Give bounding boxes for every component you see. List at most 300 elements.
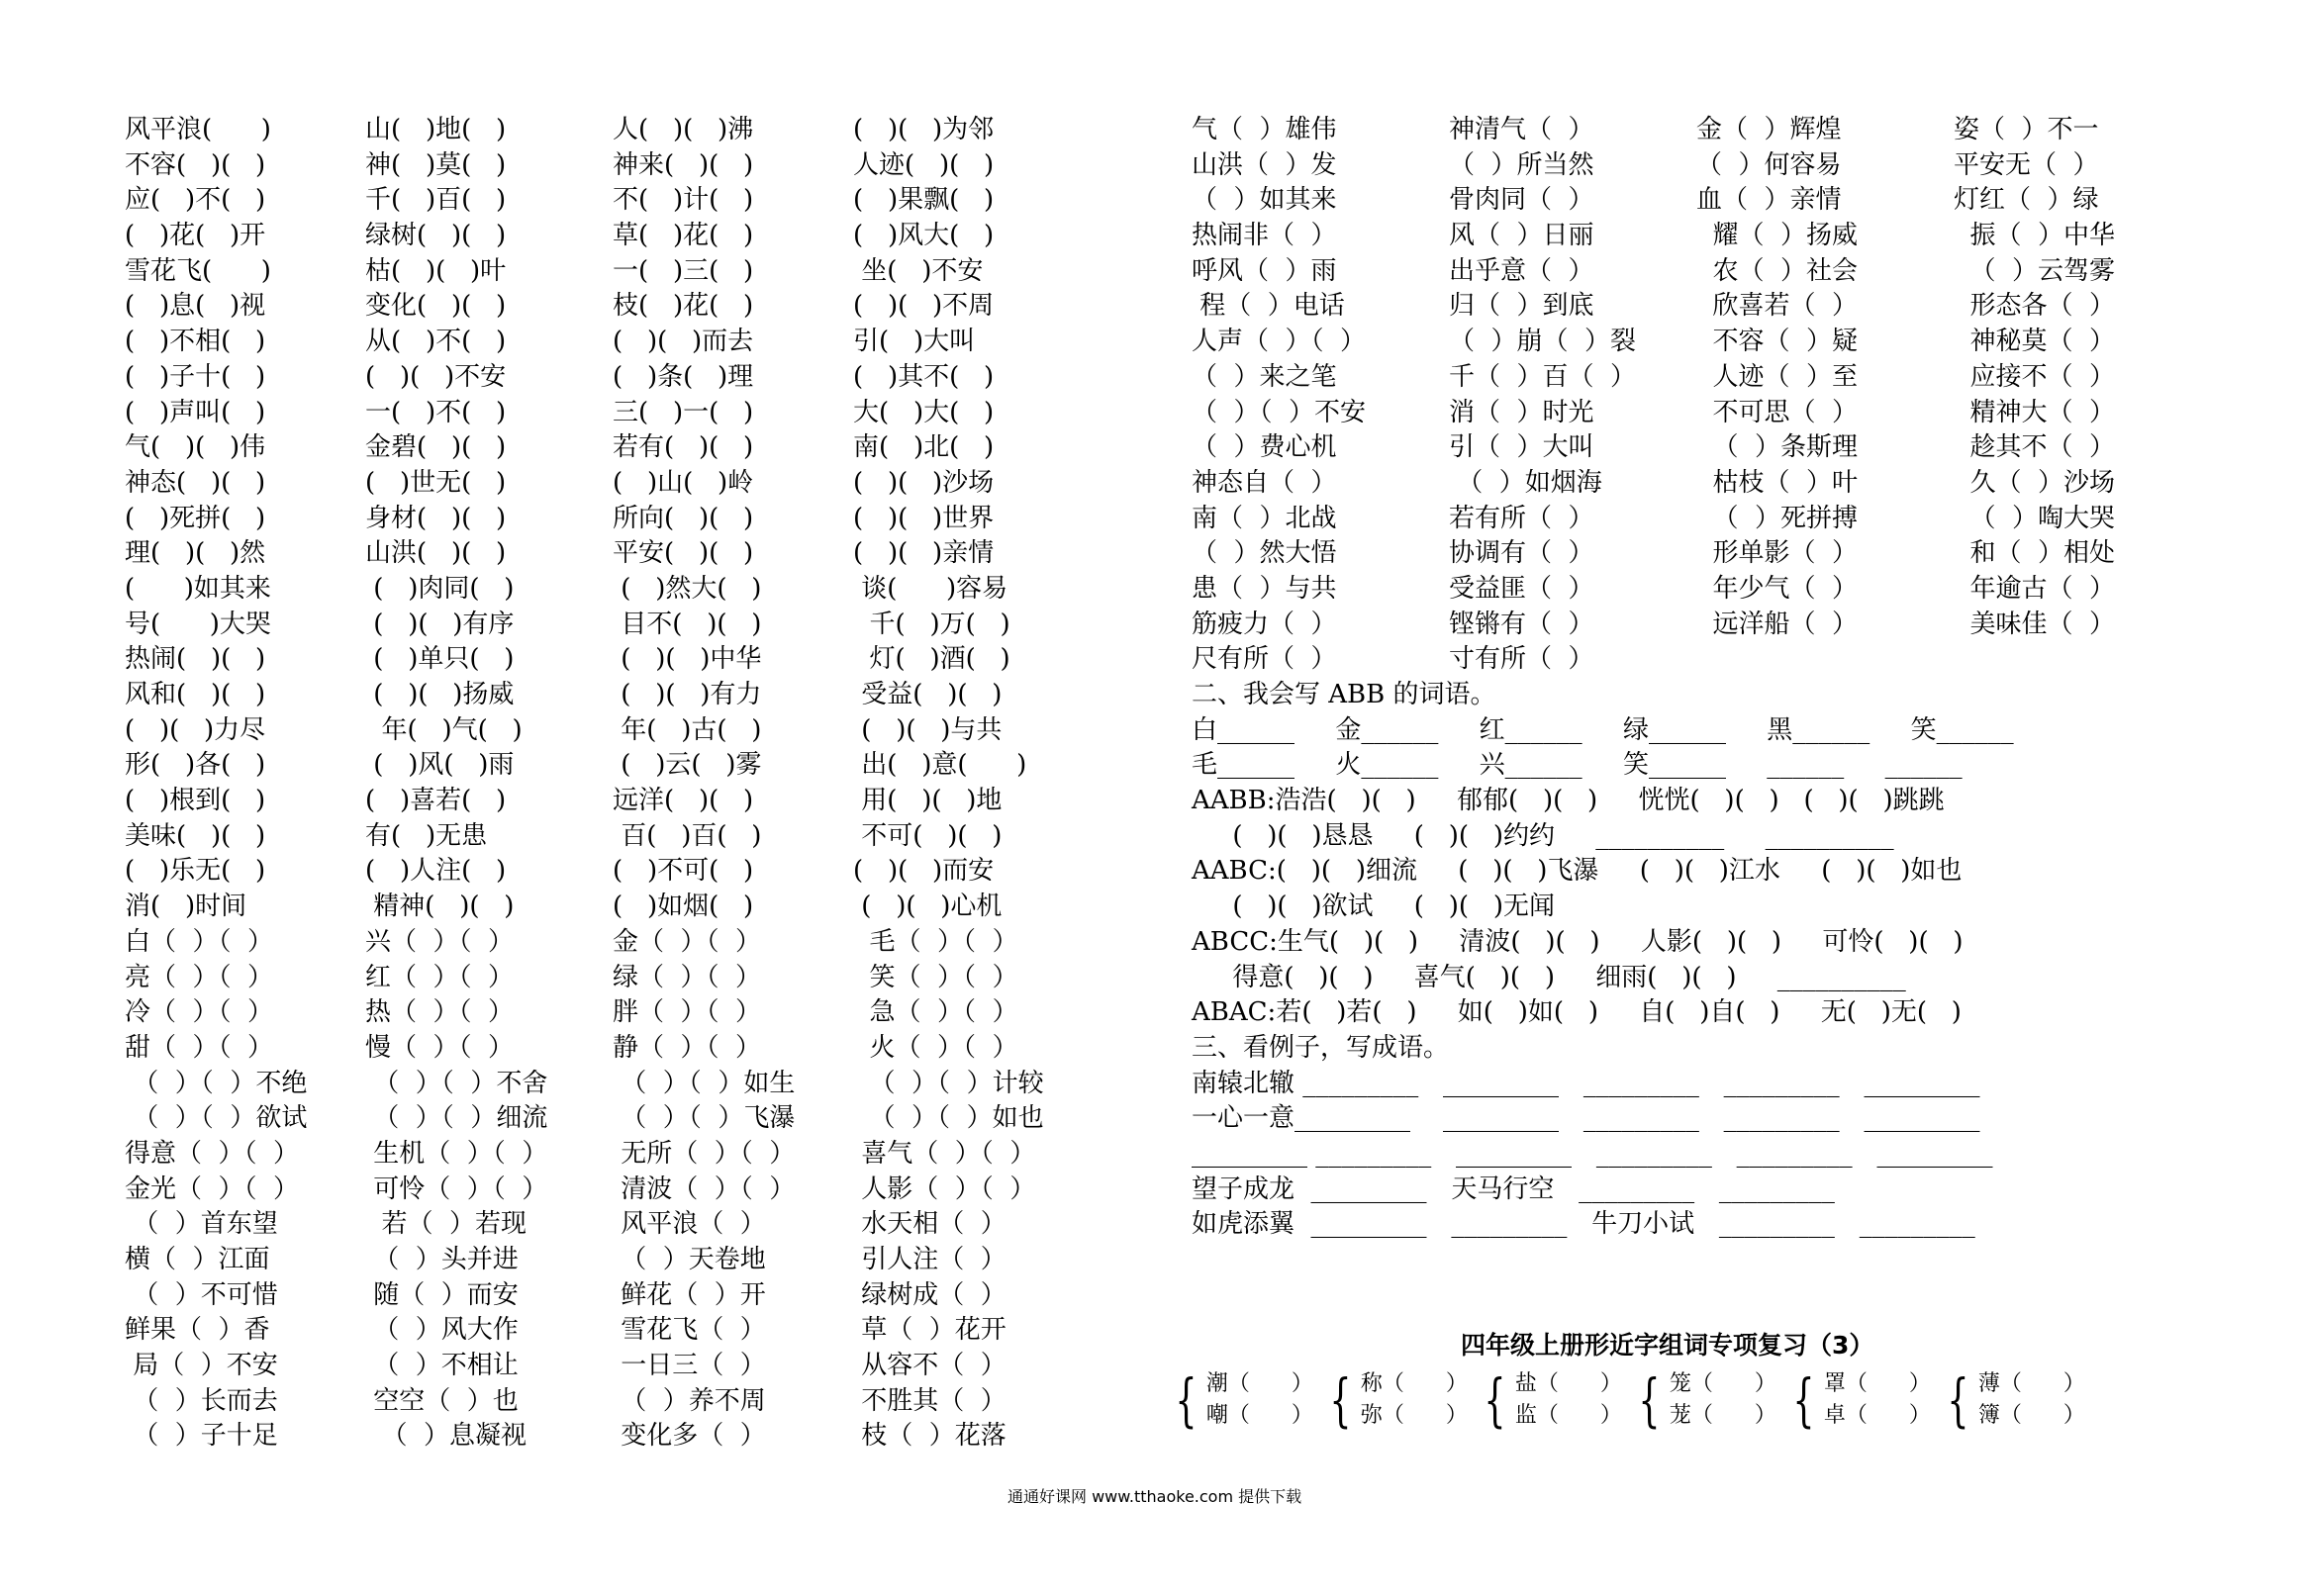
pair-stack bbox=[1978, 1368, 2085, 1432]
exercise-row bbox=[1192, 148, 2211, 184]
brace-icon: { bbox=[1947, 1366, 1969, 1434]
exercise-row bbox=[125, 819, 1144, 855]
exercise-item: ( )( )亲情 bbox=[853, 538, 995, 569]
exercise-item: 生机（ ）（ ） bbox=[365, 1138, 548, 1169]
exercise-item: 形单影（ ） bbox=[1696, 538, 1859, 569]
exercise-item: 枝（ ）花落 bbox=[853, 1421, 1007, 1452]
exercise-item: 从( )不( ) bbox=[365, 327, 507, 357]
exercise-item: （ ）头并进 bbox=[365, 1245, 519, 1274]
exercise-item: 枝( )花( ) bbox=[613, 291, 754, 322]
pair-char: 卓（ ） bbox=[1823, 1403, 1931, 1428]
exercise-item: 欣喜若（ ） bbox=[1696, 291, 1859, 322]
exercise-item: 金碧( )( ) bbox=[365, 432, 507, 463]
exercise-item: ( )声叫( ) bbox=[125, 397, 266, 427]
exercise-item: 姿（ ）不一 bbox=[1954, 115, 2099, 144]
right-exercise-column bbox=[1192, 113, 2211, 1243]
exercise-item: ( )根到( ) bbox=[125, 786, 266, 816]
exercise-item: 胖（ ）（ ） bbox=[613, 997, 762, 1028]
exercise-item: 受益匪（ ） bbox=[1449, 573, 1594, 604]
exercise-item: （ ）天卷地 bbox=[613, 1245, 766, 1274]
pair-stack bbox=[1824, 1368, 1931, 1432]
exercise-item: （ ）（ ）计较 bbox=[853, 1068, 1044, 1098]
exercise-row bbox=[125, 1067, 1144, 1102]
exercise-item: ( )( )中华 bbox=[613, 644, 762, 675]
exercise-item: 骨肉同（ ） bbox=[1449, 185, 1594, 216]
exercise-item: 坐( )不安 bbox=[853, 255, 984, 286]
exercise-row bbox=[1192, 183, 2211, 219]
exercise-item: 目不( )( ) bbox=[613, 609, 762, 639]
left-exercise-grid bbox=[125, 113, 1144, 1455]
exercise-item: ( )( )而安 bbox=[853, 856, 995, 887]
exercise-item: （ ）养不周 bbox=[613, 1385, 766, 1416]
exercise-item: ( )( )不安 bbox=[365, 361, 507, 392]
exercise-row bbox=[125, 360, 1144, 396]
exercise-item: ( )乐无( ) bbox=[125, 856, 266, 887]
exercise-item: （ ）（ ）细流 bbox=[365, 1103, 548, 1134]
exercise-item: （ ）（ ）飞瀑 bbox=[613, 1103, 796, 1134]
exercise-item: 急（ ）（ ） bbox=[853, 997, 1018, 1028]
exercise-item: （ ）所当然 bbox=[1449, 149, 1594, 180]
exercise-item: 变化( )( ) bbox=[365, 291, 507, 322]
exercise-item: 随（ ）而安 bbox=[365, 1279, 519, 1310]
exercise-item: ( )( )为邻 bbox=[853, 115, 995, 144]
exercise-item: （ ）息凝视 bbox=[365, 1421, 527, 1452]
exercise-item: ( )( )有序 bbox=[365, 609, 515, 639]
exercise-item: 振（ ）中华 bbox=[1954, 221, 2116, 251]
exercise-item: 形态各（ ） bbox=[1954, 291, 2116, 322]
exercise-item: 不( )计( ) bbox=[613, 185, 754, 216]
exercise-item: 南（ ）北战 bbox=[1192, 503, 1337, 533]
exercise-item: 神( )莫( ) bbox=[365, 149, 507, 180]
pair-char: 笼（ ） bbox=[1669, 1371, 1776, 1396]
exercise-item: 千( )万( ) bbox=[853, 609, 1010, 639]
exercise-row bbox=[125, 183, 1144, 219]
exercise-item: （ ）不相让 bbox=[365, 1351, 519, 1381]
exercise-item bbox=[1696, 642, 1954, 678]
exercise-item: 不胜其（ ） bbox=[853, 1385, 1007, 1416]
exercise-item: 美味佳（ ） bbox=[1954, 609, 2116, 639]
exercise-item: 枯( )( )叶 bbox=[365, 255, 507, 286]
exercise-item: ( )人注( ) bbox=[365, 856, 507, 887]
exercise-line: 南辕北辙 _________ _________ _________ _________ _________ bbox=[1192, 1068, 1980, 1098]
exercise-item: 慢（ ）（ ） bbox=[365, 1032, 515, 1063]
exercise-row bbox=[1192, 113, 2211, 148]
exercise-item: 金光（ ）（ ） bbox=[125, 1174, 300, 1204]
exercise-item: 消( )时间 bbox=[125, 892, 247, 922]
exercise-item: 应接不（ ） bbox=[1954, 361, 2116, 392]
exercise-item: 气( )( )伟 bbox=[125, 432, 266, 463]
exercise-item: 千( )百( ) bbox=[365, 185, 507, 216]
exercise-item: 局（ ）不安 bbox=[125, 1351, 278, 1381]
exercise-item: 神态( )( ) bbox=[125, 467, 266, 498]
exercise-item: 出( )意( ) bbox=[853, 750, 1027, 781]
exercise-item: 尺有所（ ） bbox=[1192, 644, 1337, 675]
exercise-item: （ ）（ ）不绝 bbox=[125, 1068, 308, 1098]
exercise-item: ( )世无( ) bbox=[365, 467, 507, 498]
exercise-item: 空空（ ）也 bbox=[365, 1385, 519, 1416]
exercise-row bbox=[125, 1137, 1144, 1173]
exercise-item: 一( )三( ) bbox=[613, 255, 754, 286]
exercise-row bbox=[125, 713, 1144, 749]
exercise-item: ( )( )与共 bbox=[853, 714, 1003, 745]
exercise-item: （ ）长而去 bbox=[125, 1385, 278, 1416]
exercise-row bbox=[125, 536, 1144, 572]
exercise-item: ( )风大( ) bbox=[853, 221, 995, 251]
exercise-item: 风和( )( ) bbox=[125, 680, 266, 709]
exercise-item: ( )( )心机 bbox=[853, 892, 1003, 922]
exercise-item: （ ）云驾雾 bbox=[1954, 255, 2116, 286]
exercise-item: 血（ ）亲情 bbox=[1696, 185, 1842, 216]
exercise-item: 人迹( )( ) bbox=[853, 149, 995, 180]
exercise-item: 一( )不( ) bbox=[365, 397, 507, 427]
brace-icon: { bbox=[1638, 1366, 1661, 1434]
exercise-item: 一日三（ ） bbox=[613, 1351, 766, 1381]
abb-exercise bbox=[1192, 713, 2211, 1031]
exercise-item: ( )条( )理 bbox=[613, 361, 754, 392]
exercise-item: 消（ ）时光 bbox=[1449, 397, 1594, 427]
exercise-row bbox=[125, 608, 1144, 643]
exercise-row bbox=[1192, 219, 2211, 254]
char-pair bbox=[1322, 1368, 1477, 1432]
exercise-item: 绿（ ）（ ） bbox=[613, 962, 762, 992]
exercise-item: 金（ ）（ ） bbox=[613, 926, 762, 957]
pair-char: 称（ ） bbox=[1360, 1371, 1468, 1396]
exercise-row bbox=[125, 642, 1144, 678]
exercise-item: ( )如其来 bbox=[125, 573, 271, 604]
exercise-row bbox=[125, 148, 1144, 184]
exercise-item: 久（ ）沙场 bbox=[1954, 467, 2116, 498]
exercise-item bbox=[1954, 642, 2211, 678]
exercise-row bbox=[1192, 572, 2211, 608]
char-pair bbox=[1940, 1368, 2094, 1432]
exercise-item: 无所（ ）（ ） bbox=[613, 1138, 796, 1169]
exercise-item: 铿锵有（ ） bbox=[1449, 609, 1594, 639]
exercise-item: （ ）啕大哭 bbox=[1954, 503, 2116, 533]
exercise-item: 形( )各( ) bbox=[125, 750, 266, 781]
exercise-item: ( )单只( ) bbox=[365, 644, 515, 675]
exercise-row bbox=[125, 1419, 1144, 1455]
exercise-row bbox=[125, 289, 1144, 325]
exercise-item: 火（ ）（ ） bbox=[853, 1032, 1018, 1063]
exercise-item: 山洪( )( ) bbox=[365, 538, 507, 569]
exercise-item: 清波（ ）（ ） bbox=[613, 1174, 796, 1204]
exercise-item: 年( )气( ) bbox=[365, 714, 523, 745]
pair-stack bbox=[1361, 1368, 1468, 1432]
exercise-item: （ ）（ ）不安 bbox=[1192, 397, 1367, 427]
exercise-item: （ ）来之笔 bbox=[1192, 361, 1337, 392]
exercise-item: 大( )大( ) bbox=[853, 397, 995, 427]
brace-icon: { bbox=[1792, 1366, 1815, 1434]
exercise-item: 号( )大哭 bbox=[125, 609, 271, 639]
exercise-row bbox=[125, 325, 1144, 360]
exercise-item: 热（ ）（ ） bbox=[365, 997, 515, 1028]
pair-char: 簿（ ） bbox=[1977, 1403, 2085, 1428]
exercise-item: 若有( )( ) bbox=[613, 432, 754, 463]
exercise-row bbox=[1192, 396, 2211, 431]
exercise-item: 远洋船（ ） bbox=[1696, 609, 1859, 639]
exercise-item: 引（ ）大叫 bbox=[1449, 432, 1594, 463]
pair-char: 罩（ ） bbox=[1823, 1371, 1931, 1396]
exercise-line: ( )( )欲试 ( )( )无闻 bbox=[1192, 892, 1555, 922]
exercise-row bbox=[1192, 642, 2211, 678]
exercise-item: 绿树成（ ） bbox=[853, 1279, 1007, 1310]
exercise-item: 亮（ ）（ ） bbox=[125, 962, 274, 992]
char-pair bbox=[1168, 1368, 1322, 1432]
exercise-item: 用( )( )地 bbox=[853, 786, 1003, 816]
exercise-item: 雪花飞( ) bbox=[125, 255, 271, 286]
exercise-row bbox=[125, 1349, 1144, 1384]
exercise-item: 不可( )( ) bbox=[853, 820, 1003, 851]
right-idiom-grid bbox=[1192, 113, 2211, 678]
exercise-item: 金（ ）辉煌 bbox=[1696, 115, 1842, 144]
exercise-item: ( )风( )雨 bbox=[365, 750, 515, 781]
exercise-line: 如虎添翼 _________ _________ 牛刀小试 _________ _________ bbox=[1192, 1209, 1975, 1240]
exercise-item: 年( )古( ) bbox=[613, 714, 762, 745]
footer-credit: 通通好课网 www.tthaoke.com 提供下载 bbox=[1007, 1487, 1302, 1506]
exercise-item: 千（ ）百（ ） bbox=[1449, 361, 1637, 392]
exercise-row bbox=[1192, 360, 2211, 396]
exercise-item: 年逾古（ ） bbox=[1954, 573, 2116, 604]
exercise-row bbox=[125, 572, 1144, 608]
exercise-item: ( )( )有力 bbox=[613, 680, 762, 709]
exercise-row bbox=[1192, 608, 2211, 643]
exercise-item: （ ）不可惜 bbox=[125, 1279, 278, 1310]
exercise-row bbox=[125, 466, 1144, 502]
character-pairs bbox=[1168, 1368, 2094, 1432]
exercise-item: 白（ ）（ ） bbox=[125, 926, 274, 957]
abb-heading: 二、我会写 ABB 的词语。 bbox=[1192, 680, 1496, 709]
exercise-item: 山洪（ ）发 bbox=[1192, 149, 1337, 180]
exercise-row bbox=[125, 854, 1144, 890]
idiom-heading: 三、看例子，写成语。 bbox=[1192, 1032, 1450, 1063]
exercise-item: ( )花( )开 bbox=[125, 221, 266, 251]
exercise-row bbox=[125, 1243, 1144, 1278]
exercise-row bbox=[1192, 466, 2211, 502]
exercise-item: （ ）首东望 bbox=[125, 1209, 278, 1240]
exercise-item: 平安( )( ) bbox=[613, 538, 754, 569]
pair-char: 嘲（ ） bbox=[1205, 1403, 1313, 1428]
exercise-item: 若（ ）若现 bbox=[365, 1209, 527, 1240]
pair-stack bbox=[1206, 1368, 1313, 1432]
exercise-row bbox=[125, 113, 1144, 148]
pair-char: 薄（ ） bbox=[1977, 1371, 2085, 1396]
exercise-item: 南( )北( ) bbox=[853, 432, 995, 463]
exercise-item: 不可思（ ） bbox=[1696, 397, 1859, 427]
exercise-item: 神态自（ ） bbox=[1192, 467, 1337, 498]
exercise-item: 耀（ ）扬威 bbox=[1696, 221, 1859, 251]
exercise-item: 风平浪（ ） bbox=[613, 1209, 766, 1240]
exercise-item: 风平浪( ) bbox=[125, 115, 271, 144]
exercise-row bbox=[125, 1384, 1144, 1420]
exercise-item: 灯( )酒( ) bbox=[853, 644, 1010, 675]
exercise-item: （ ）（ ）欲试 bbox=[125, 1103, 308, 1134]
exercise-item: 得意（ ）（ ） bbox=[125, 1138, 300, 1169]
exercise-item: 山( )地( ) bbox=[365, 115, 507, 144]
exercise-row bbox=[125, 748, 1144, 784]
exercise-item: （ ）如其来 bbox=[1192, 185, 1337, 216]
exercise-item: 鲜果（ ）香 bbox=[125, 1315, 270, 1346]
exercise-item: 平安无（ ） bbox=[1954, 149, 2099, 180]
exercise-item: 谈( )容易 bbox=[853, 573, 1008, 604]
exercise-item: 三( )一( ) bbox=[613, 397, 754, 427]
exercise-item: 水天相（ ） bbox=[853, 1209, 1007, 1240]
exercise-item: 从容不（ ） bbox=[853, 1351, 1007, 1381]
exercise-item: 农（ ）社会 bbox=[1696, 255, 1859, 286]
exercise-item: 呼风（ ）雨 bbox=[1192, 255, 1337, 286]
exercise-item: 神秘莫（ ） bbox=[1954, 327, 2116, 357]
exercise-item: ( )( )不周 bbox=[853, 291, 995, 322]
idiom-exercise bbox=[1192, 1067, 2211, 1243]
brace-icon: { bbox=[1329, 1366, 1352, 1434]
exercise-item: ( )肉同( ) bbox=[365, 573, 515, 604]
exercise-item: 归（ ）到底 bbox=[1449, 291, 1594, 322]
exercise-item: 风（ ）日丽 bbox=[1449, 221, 1594, 251]
brace-icon: { bbox=[1175, 1366, 1198, 1434]
exercise-item: 精神大（ ） bbox=[1954, 397, 2116, 427]
pair-char: 盐（ ） bbox=[1514, 1371, 1622, 1396]
exercise-item: （ ）（ ）如也 bbox=[853, 1103, 1044, 1134]
exercise-item: ( )死拼( ) bbox=[125, 503, 266, 533]
exercise-item: ( )不可( ) bbox=[613, 856, 754, 887]
exercise-item: （ ）死拼搏 bbox=[1696, 503, 1859, 533]
pair-char: 潮（ ） bbox=[1205, 1371, 1313, 1396]
exercise-line: 望子成龙 _________ 天马行空 _________ _________ bbox=[1192, 1174, 1835, 1204]
exercise-row bbox=[125, 1101, 1144, 1137]
exercise-item: ( )( )世界 bbox=[853, 503, 995, 533]
exercise-item: （ ）（ ）如生 bbox=[613, 1068, 796, 1098]
exercise-row bbox=[1192, 289, 2211, 325]
pair-char: 弥（ ） bbox=[1360, 1403, 1468, 1428]
exercise-item: （ ）如烟海 bbox=[1449, 467, 1602, 498]
exercise-item: 喜气（ ）（ ） bbox=[853, 1138, 1036, 1169]
exercise-item: 美味( )( ) bbox=[125, 820, 266, 851]
exercise-item: 若有所（ ） bbox=[1449, 503, 1594, 533]
exercise-line: ( )( )恳恳 ( )( )约约 __________ __________ bbox=[1192, 820, 1894, 851]
exercise-row bbox=[125, 1207, 1144, 1243]
exercise-item: 枯枝（ ）叶 bbox=[1696, 467, 1859, 498]
exercise-item: 变化多（ ） bbox=[613, 1421, 766, 1452]
exercise-item: （ ）（ ）不舍 bbox=[365, 1068, 548, 1098]
exercise-item: 神来( )( ) bbox=[613, 149, 754, 180]
exercise-item: 理( )( )然 bbox=[125, 538, 266, 569]
exercise-item: ( )( )扬威 bbox=[365, 680, 515, 709]
pair-char: 茏（ ） bbox=[1669, 1403, 1776, 1428]
exercise-item: （ ）然大悟 bbox=[1192, 538, 1337, 569]
exercise-item: （ ）崩（ ）裂 bbox=[1449, 327, 1637, 357]
char-pair bbox=[1631, 1368, 1785, 1432]
exercise-row bbox=[125, 502, 1144, 537]
exercise-item: 寸有所（ ） bbox=[1449, 644, 1594, 675]
exercise-item: 百( )百( ) bbox=[613, 820, 762, 851]
exercise-item: 有( )无患 bbox=[365, 820, 488, 851]
exercise-item: 受益( )( ) bbox=[853, 680, 1003, 709]
exercise-item: ( )( )而去 bbox=[613, 327, 754, 357]
exercise-line: _________ _________ _________ _________ _________ _________ bbox=[1192, 1138, 1993, 1169]
exercise-item: 神清气（ ） bbox=[1449, 115, 1594, 144]
exercise-item: ( )山( )岭 bbox=[613, 467, 754, 498]
exercise-item: 横（ ）江面 bbox=[125, 1245, 270, 1274]
exercise-row bbox=[125, 1173, 1144, 1208]
exercise-item: 人迹（ ）至 bbox=[1696, 361, 1859, 392]
exercise-item: ( )喜若( ) bbox=[365, 786, 507, 816]
exercise-item: 热闹非（ ） bbox=[1192, 221, 1337, 251]
exercise-line: 毛______ 火______ 兴______ 笑______ ______ ______ bbox=[1192, 750, 1963, 781]
exercise-item: ( )息( )视 bbox=[125, 291, 266, 322]
exercise-row bbox=[125, 254, 1144, 290]
pair-char: 监（ ） bbox=[1514, 1403, 1622, 1428]
exercise-row bbox=[1192, 325, 2211, 360]
exercise-item: （ ）何容易 bbox=[1696, 149, 1842, 180]
exercise-row bbox=[125, 1278, 1144, 1314]
exercise-line: ABCC:生气( )( ) 清波( )( ) 人影( )( ) 可怜( )( ) bbox=[1192, 926, 1964, 957]
exercise-item: 灯红（ ）绿 bbox=[1954, 185, 2099, 216]
exercise-item: 筋疲力（ ） bbox=[1192, 609, 1337, 639]
exercise-row bbox=[125, 890, 1144, 925]
exercise-item: ( )其不( ) bbox=[853, 361, 995, 392]
exercise-item: ( )( )力尽 bbox=[125, 714, 266, 745]
exercise-row bbox=[1192, 536, 2211, 572]
exercise-item: 远洋( )( ) bbox=[613, 786, 754, 816]
exercise-item: 身材( )( ) bbox=[365, 503, 507, 533]
exercise-item: 绿树( )( ) bbox=[365, 221, 507, 251]
exercise-item: 年少气（ ） bbox=[1696, 573, 1859, 604]
pair-stack bbox=[1515, 1368, 1622, 1432]
exercise-item: 静（ ）（ ） bbox=[613, 1032, 762, 1063]
exercise-row bbox=[125, 1313, 1144, 1349]
exercise-item: 不容（ ）疑 bbox=[1696, 327, 1859, 357]
exercise-item: 人声（ ）（ ） bbox=[1192, 327, 1367, 357]
char-pair bbox=[1477, 1368, 1631, 1432]
exercise-item: （ ）风大作 bbox=[365, 1315, 519, 1346]
exercise-item: ( )不相( ) bbox=[125, 327, 266, 357]
exercise-row bbox=[1192, 502, 2211, 537]
exercise-row bbox=[125, 1031, 1144, 1067]
exercise-item: 所向( )( ) bbox=[613, 503, 754, 533]
exercise-item: ( )( )沙场 bbox=[853, 467, 995, 498]
exercise-item: 人影（ ）（ ） bbox=[853, 1174, 1036, 1204]
exercise-item: 兴（ ）（ ） bbox=[365, 926, 515, 957]
exercise-row bbox=[125, 430, 1144, 466]
exercise-item: 和（ ）相处 bbox=[1954, 538, 2116, 569]
exercise-item: 冷（ ）（ ） bbox=[125, 997, 274, 1028]
exercise-row bbox=[1192, 254, 2211, 290]
exercise-item: 不容( )( ) bbox=[125, 149, 266, 180]
exercise-line: AABB:浩浩( )( ) 郁郁( )( ) 恍恍( )( ) ( )( )跳跳 bbox=[1192, 786, 1945, 816]
exercise-row bbox=[125, 784, 1144, 819]
exercise-line: AABC:( )( )细流 ( )( )飞瀑 ( )( )江水 ( )( )如也 bbox=[1192, 856, 1963, 887]
pair-stack bbox=[1670, 1368, 1776, 1432]
exercise-item: 人( )( )沸 bbox=[613, 115, 754, 144]
exercise-item: ( )云( )雾 bbox=[613, 750, 762, 781]
exercise-line: 白______ 金______ 红______ 绿______ 黑______ 笑______ bbox=[1192, 714, 2014, 745]
exercise-item: 引人注（ ） bbox=[853, 1245, 1007, 1274]
char-pair bbox=[1785, 1368, 1940, 1432]
exercise-item: （ ）费心机 bbox=[1192, 432, 1337, 463]
exercise-item: 毛（ ）（ ） bbox=[853, 926, 1018, 957]
exercise-item: 应( )不( ) bbox=[125, 185, 266, 216]
exercise-item: 趁其不（ ） bbox=[1954, 432, 2116, 463]
exercise-row bbox=[125, 396, 1144, 431]
exercise-item: 精神( )( ) bbox=[365, 892, 515, 922]
exercise-item: 程（ ）电话 bbox=[1192, 291, 1345, 322]
exercise-row bbox=[1192, 430, 2211, 466]
exercise-line: ABAC:若( )若( ) 如( )如( ) 自( )自( ) 无( )无( ) bbox=[1192, 997, 1962, 1028]
exercise-row bbox=[125, 219, 1144, 254]
exercise-item: ( )如烟( ) bbox=[613, 892, 754, 922]
exercise-row bbox=[125, 925, 1144, 961]
section-title: 四年级上册形近字组词专项复习（3） bbox=[1461, 1331, 1874, 1360]
exercise-line: 一心一意_________ _________ _________ _________ _________ bbox=[1192, 1103, 1980, 1134]
